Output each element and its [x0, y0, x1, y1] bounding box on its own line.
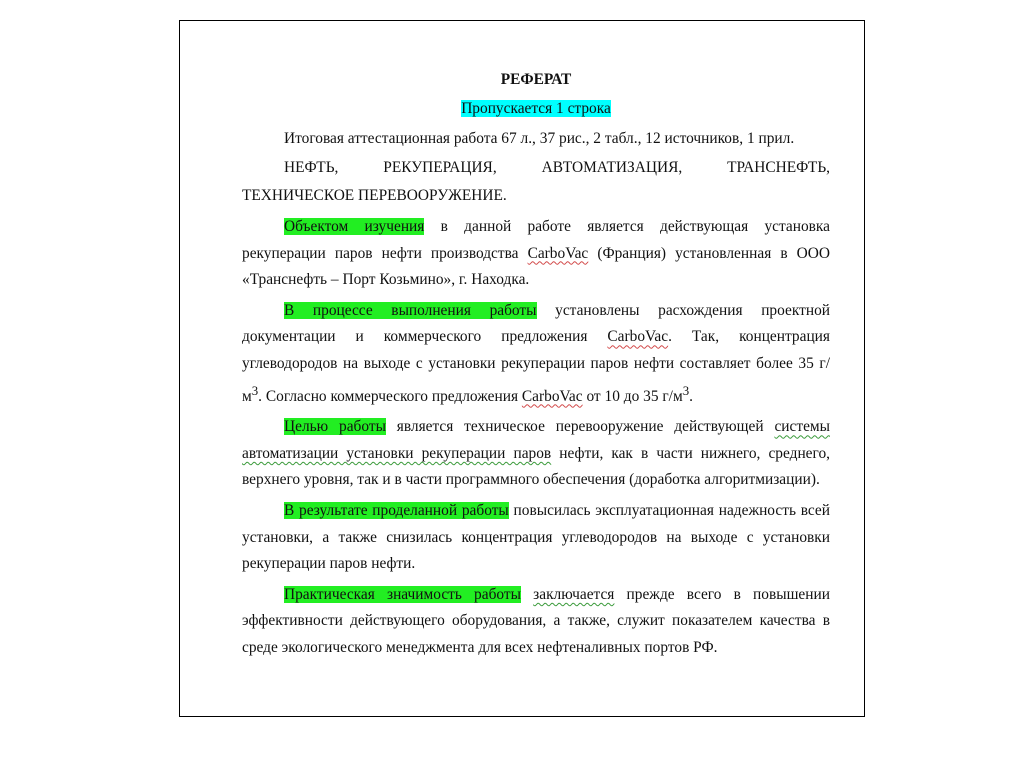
process-text-1: установлены расхождения проектной документации и коммерческого предложения [242, 301, 831, 346]
process-paragraph [242, 298, 830, 411]
goal-label-highlight: Целью работы [284, 418, 386, 436]
result-label-highlight: В результате проделанной работы [284, 502, 509, 520]
abstract-content [242, 67, 830, 664]
goal-paragraph [242, 414, 830, 494]
practical-label-highlight: Практическая значимость работы [284, 585, 521, 603]
object-paragraph [242, 214, 830, 294]
keywords-line-1: НЕФТЬ, РЕКУПЕРАЦИЯ, АВТОМАТИЗАЦИЯ, ТРАНСНЕФТЬ, [284, 158, 830, 176]
process-text-3: . Согласно коммерческого предложения [258, 387, 522, 405]
result-text: повысилась эксплуатационная надежность всей установки, а также снизилась концентрация углеводородов на выходе с установки рекуперации паров нефти. [242, 502, 830, 573]
goal-text-1: является техническое перевооружение действующей [385, 418, 775, 436]
object-text-1: в данной работе является действующая установка рекуперации паров нефти производства [242, 217, 830, 262]
document-title: РЕФЕРАТ [500, 71, 572, 88]
process-sup-2: 3 [682, 383, 690, 398]
process-brand: CarboVac [607, 328, 669, 346]
practical-space [521, 586, 533, 603]
process-text-4: от 10 до 35 г/м [582, 387, 683, 405]
practical-paragraph [242, 582, 830, 662]
object-label-highlight: Объектом изучения [284, 217, 425, 235]
goal-underlined-phrase: системы автоматизации установки рекуперации паров [242, 418, 830, 462]
practical-text: прежде всего в повышении эффективности действующего оборудования, а также, служит показателем качества в среде экологического менеджмента для всех нефтеналивных портов РФ. [242, 585, 830, 656]
skip-line-note [242, 96, 830, 123]
process-sup-1: 3 [251, 383, 259, 398]
process-text-2: . Так, концентрация углеводородов на выходе с установки рекуперации паров нефти составляет более 35 г/м [242, 328, 830, 405]
process-text-5: . [689, 387, 693, 405]
goal-text-2: нефти, как в части нижнего, среднего, верхнего уровня, так и в части программного обеспечения (доработка алгоритмизации). [242, 444, 830, 489]
process-label-highlight: В процессе выполнения работы [284, 301, 537, 319]
object-text-2: (Франция) установленная в ООО «Транснефть – Порт Козьмино», г. Находка. [242, 244, 830, 289]
result-paragraph [242, 498, 830, 578]
document-page [179, 20, 865, 717]
summary-paragraph: Итоговая аттестационная работа 67 л., 37 рис., 2 табл., 12 источников, 1 прил. [284, 130, 795, 148]
skip-line-highlight: Пропускается 1 строка [461, 99, 611, 117]
object-brand: CarboVac [527, 244, 589, 262]
keywords-line-2: ТЕХНИЧЕСКОЕ ПЕРЕВООРУЖЕНИЕ. [242, 187, 507, 205]
process-brand-2: CarboVac [521, 387, 583, 405]
practical-underlined-word: заключается [533, 585, 615, 603]
